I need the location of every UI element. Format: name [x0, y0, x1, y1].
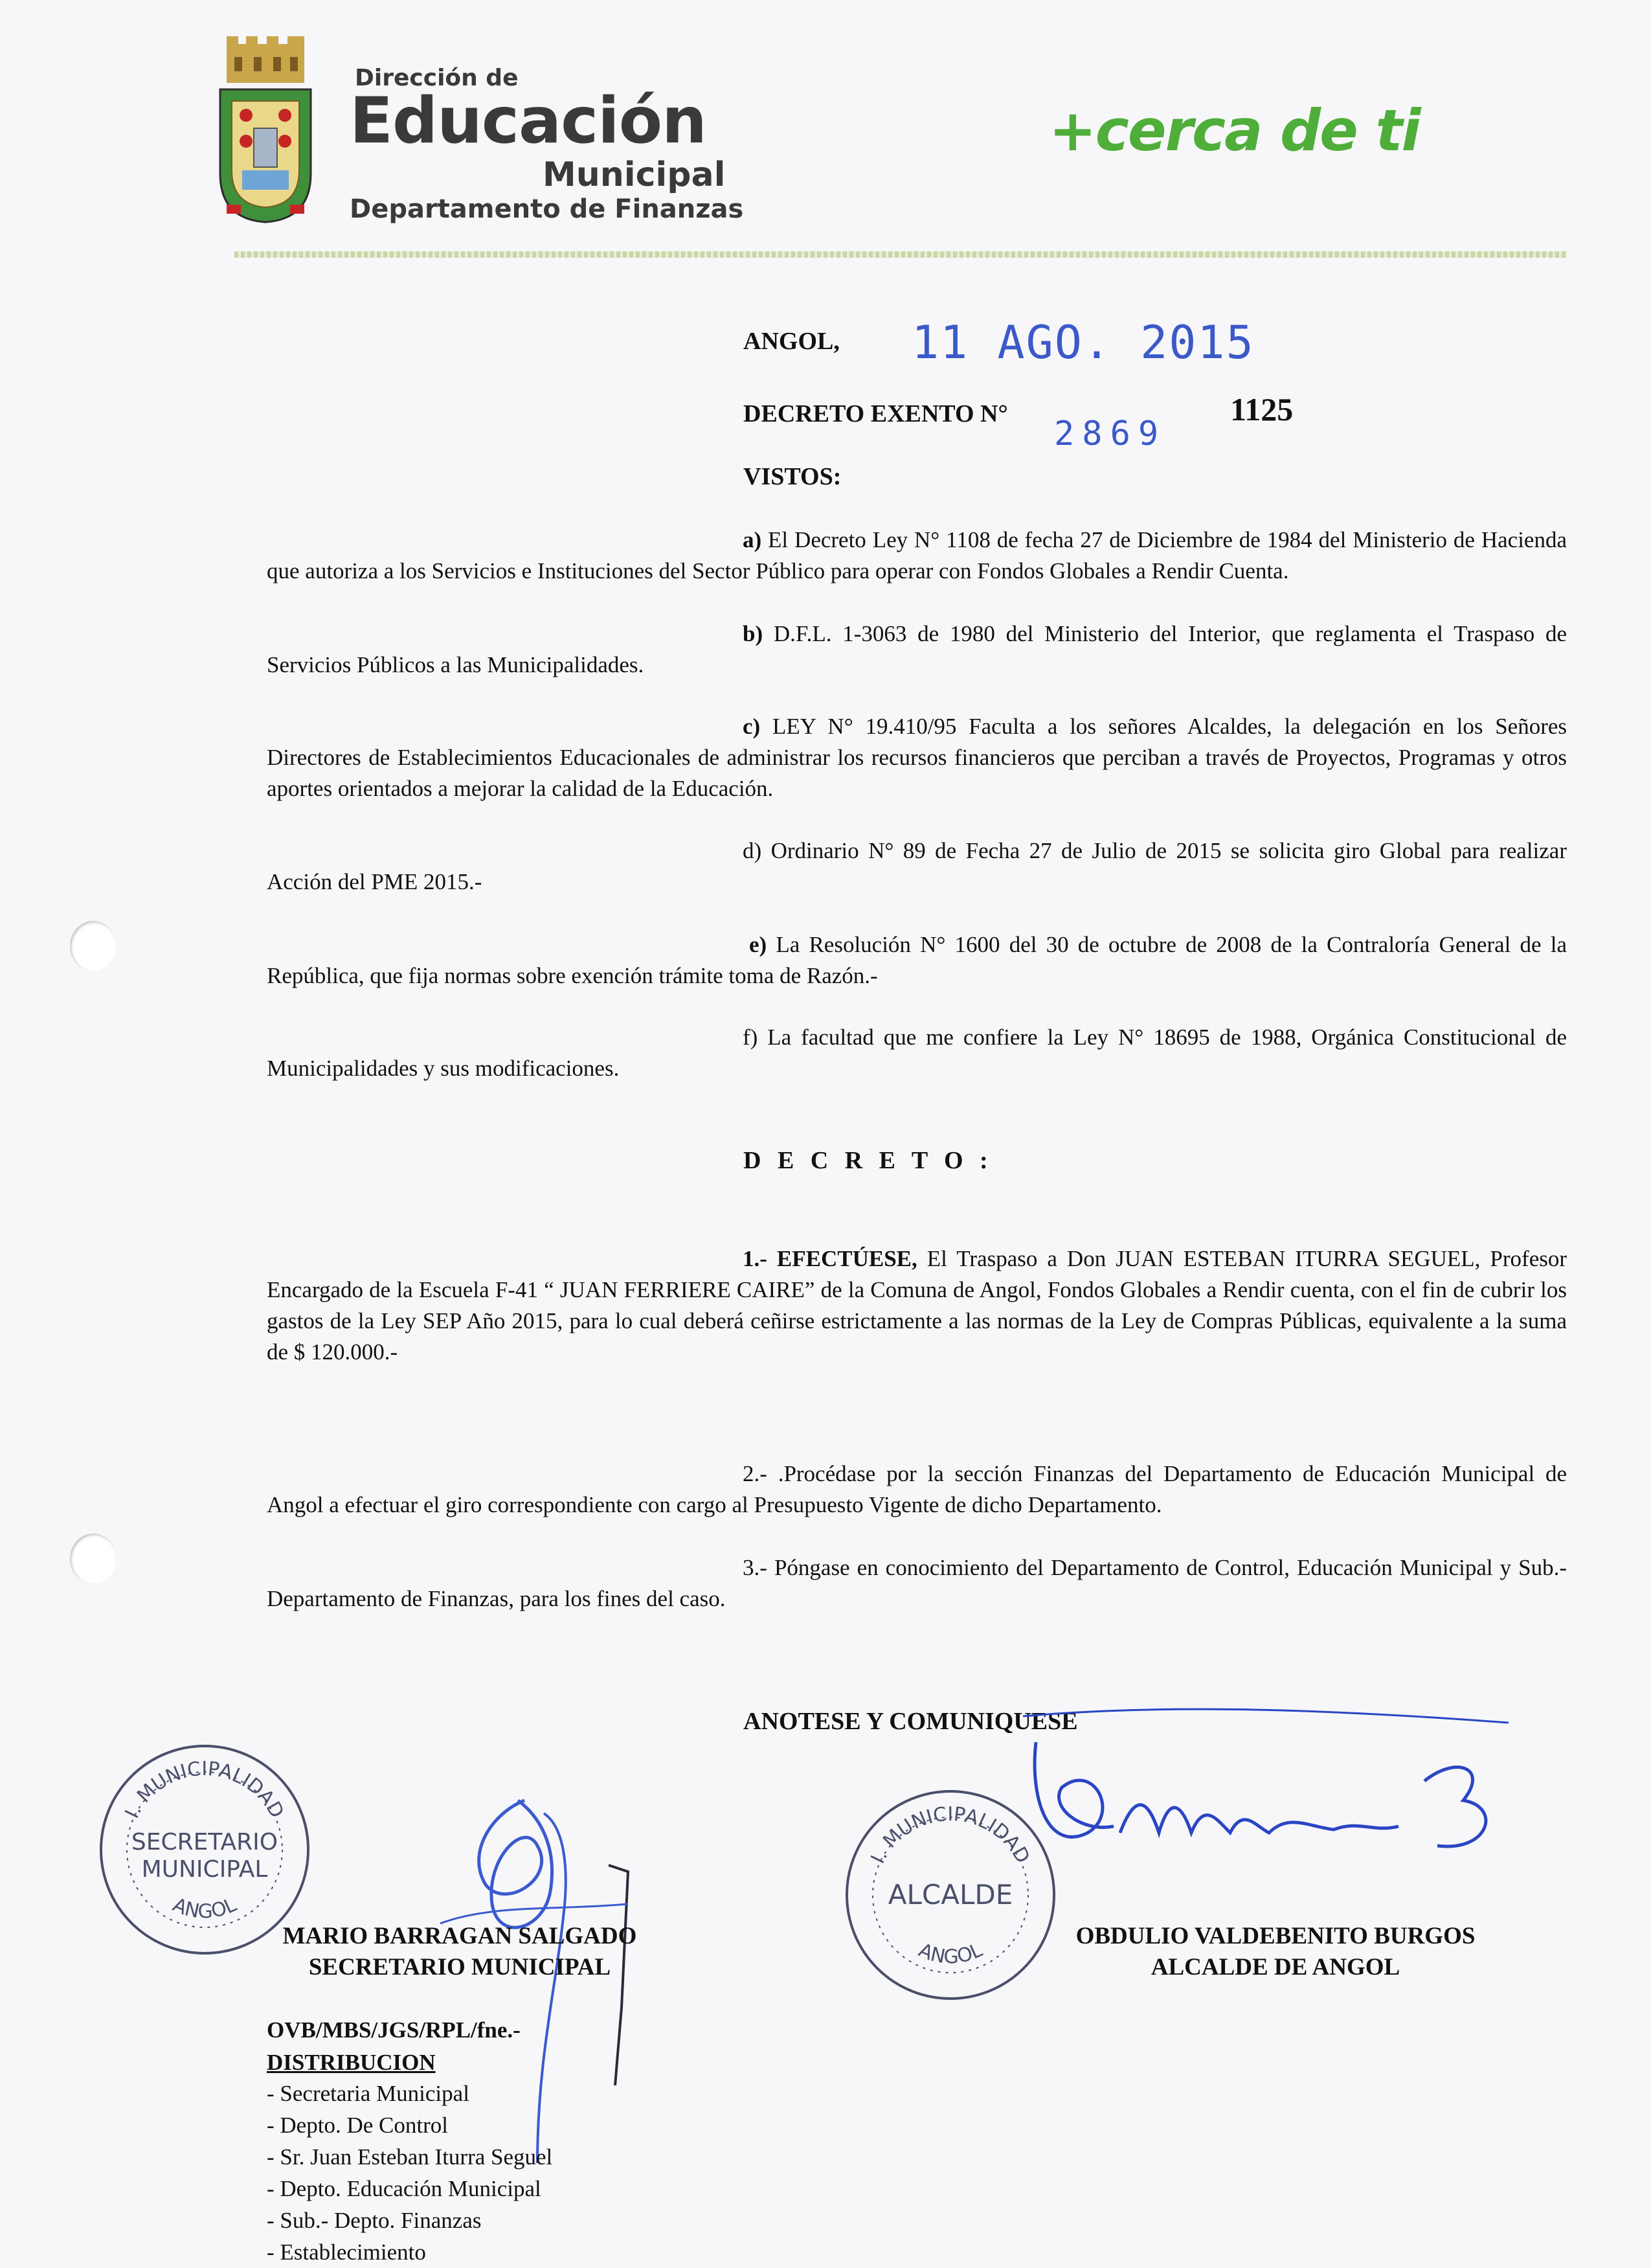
signature-alcalde: [1010, 1703, 1528, 1911]
visto-f: f) La facultad que me confiere la Ley N° 18695 de 1988, Orgánica Constitucional de Municipalidades y sus modificaciones.: [267, 1025, 1567, 1081]
vistos-label: VISTOS:: [743, 463, 842, 490]
article-2: 2.- .Procédase por la sección Finanzas del Departamento de Educación Municipal de Angol a efectuar el giro correspondiente con cargo al Presupuesto Vigente de dicho Departamento.: [267, 1461, 1567, 1517]
header-line-direccion: Dirección de: [355, 65, 519, 91]
visto-d: d) Ordinario N° 89 de Fecha 27 de Julio de 2015 se solicita giro Global para realizar Acción del PME 2015.-: [267, 838, 1567, 894]
stamp-left-mid2: MUNICIPAL: [141, 1856, 268, 1883]
stamp-right-mid: ALCALDE: [888, 1879, 1013, 1911]
alcalde-title: ALCALDE DE ANGOL: [1151, 1954, 1400, 1980]
city-label: ANGOL,: [743, 328, 840, 355]
punch-hole: [70, 921, 117, 971]
visto-c: c) LEY N° 19.410/95 Faculta a los señores Alcaldes, la delegación en los Señores Directores de Establecimientos Educacionales de administrar los recursos financieros que perciban a través de Proyectos, Programas y otros aportes orientados a mejorar la calidad de la Educación.: [267, 714, 1567, 801]
decree-label: DECRETO EXENTO N°: [743, 400, 1008, 427]
visto-b: b) D.F.L. 1-3063 de 1980 del Ministerio del Interior, que reglamenta el Traspaso de Servicios Públicos a las Municipalidades.: [267, 621, 1567, 677]
decree-number-typed: 1125: [1230, 391, 1294, 427]
municipal-crest-logo: [214, 31, 317, 225]
decree-number-stamp: 2869: [1054, 414, 1167, 453]
header-line-educacion: Educación: [350, 84, 706, 158]
list-item: - Depto. De Control: [267, 2113, 448, 2138]
stamp-right-bottom-text: ANGOL: [915, 1938, 986, 1969]
list-item: - Depto. Educación Municipal: [267, 2176, 541, 2201]
header-line-departamento: Departamento de Finanzas: [350, 194, 744, 224]
distribution-list: [267, 2078, 552, 2268]
visto-a: a) El Decreto Ley N° 1108 de fecha 27 de Diciembre de 1984 del Ministerio de Hacienda que autoriza a los Servicios e Instituciones del Sector Público para operar con Fondos Globales a Rendir Cuenta.: [267, 527, 1567, 584]
svg-text:I. MUNICIPALIDAD: [866, 1803, 1034, 1867]
alcalde-name: OBDULIO VALDEBENITO BURGOS: [1075, 1923, 1476, 1949]
stamp-right-top-text: I. MUNICIPALIDAD: [866, 1802, 1035, 1868]
stamp-left-bottom-text: ANGOL: [169, 1893, 240, 1923]
signature-block-secretario: [265, 1921, 654, 1983]
secretario-name: MARIO BARRAGAN SALGADO: [282, 1923, 637, 1949]
stamp-left-mid1: SECRETARIO: [131, 1829, 278, 1855]
header-line-municipal: Municipal: [543, 155, 726, 194]
header-separator: [234, 251, 1567, 258]
list-item: - Sub.- Depto. Finanzas: [267, 2208, 482, 2233]
date-stamp: 11 AGO. 2015: [912, 316, 1255, 369]
list-item: - Sr. Juan Esteban Iturra Seguel: [267, 2144, 553, 2170]
secretario-title: SECRETARIO MUNICIPAL: [308, 1954, 611, 1980]
initials: OVB/MBS/JGS/RPL/fne.-: [267, 2017, 521, 2043]
punch-hole: [70, 1534, 117, 1584]
article-1: 1.- EFECTÚESE, El Traspaso a Don JUAN ESTEBAN ITURRA SEGUEL, Profesor Encargado de la Escuela F-41 “ JUAN FERRIERE CAIRE” de la Comuna de Angol, Fondos Globales a Rendir cuenta, con el fin de cubrir los gastos de la Ley SEP Año 2015, para lo cual deberá ceñirse estrictamente a las normas de la Ley de Compras Públicas, equivalente a la suma de $ 120.000.-: [267, 1246, 1567, 1365]
list-item: - Secretaria Municipal: [267, 2081, 469, 2106]
closing-text: ANOTESE Y COMUNIQUESE: [743, 1708, 1078, 1735]
signature-block-alcalde: [1049, 1921, 1502, 1983]
svg-text:ANGOL: [915, 1939, 986, 1969]
article-3: 3.- Póngase en conocimiento del Departamento de Control, Educación Municipal y Sub.-Departamento de Finanzas, para los fines del caso.: [267, 1555, 1567, 1611]
stamp-left-top-text: I. MUNICIPALIDAD: [120, 1757, 289, 1822]
svg-text:ANGOL: [170, 1894, 240, 1923]
slogan: +cerca de ti: [1049, 97, 1420, 164]
visto-e: e) La Resolución N° 1600 del 30 de octubre de 2008 de la Contraloría General de la República, que fija normas sobre exención trámite toma de Razón.-: [267, 932, 1567, 988]
svg-text:I. MUNICIPALIDAD: [120, 1758, 288, 1822]
decreto-label: D E C R E T O :: [743, 1147, 993, 1174]
distribution-label: DISTRIBUCION: [267, 2050, 436, 2075]
list-item: - Establecimiento: [267, 2240, 426, 2265]
